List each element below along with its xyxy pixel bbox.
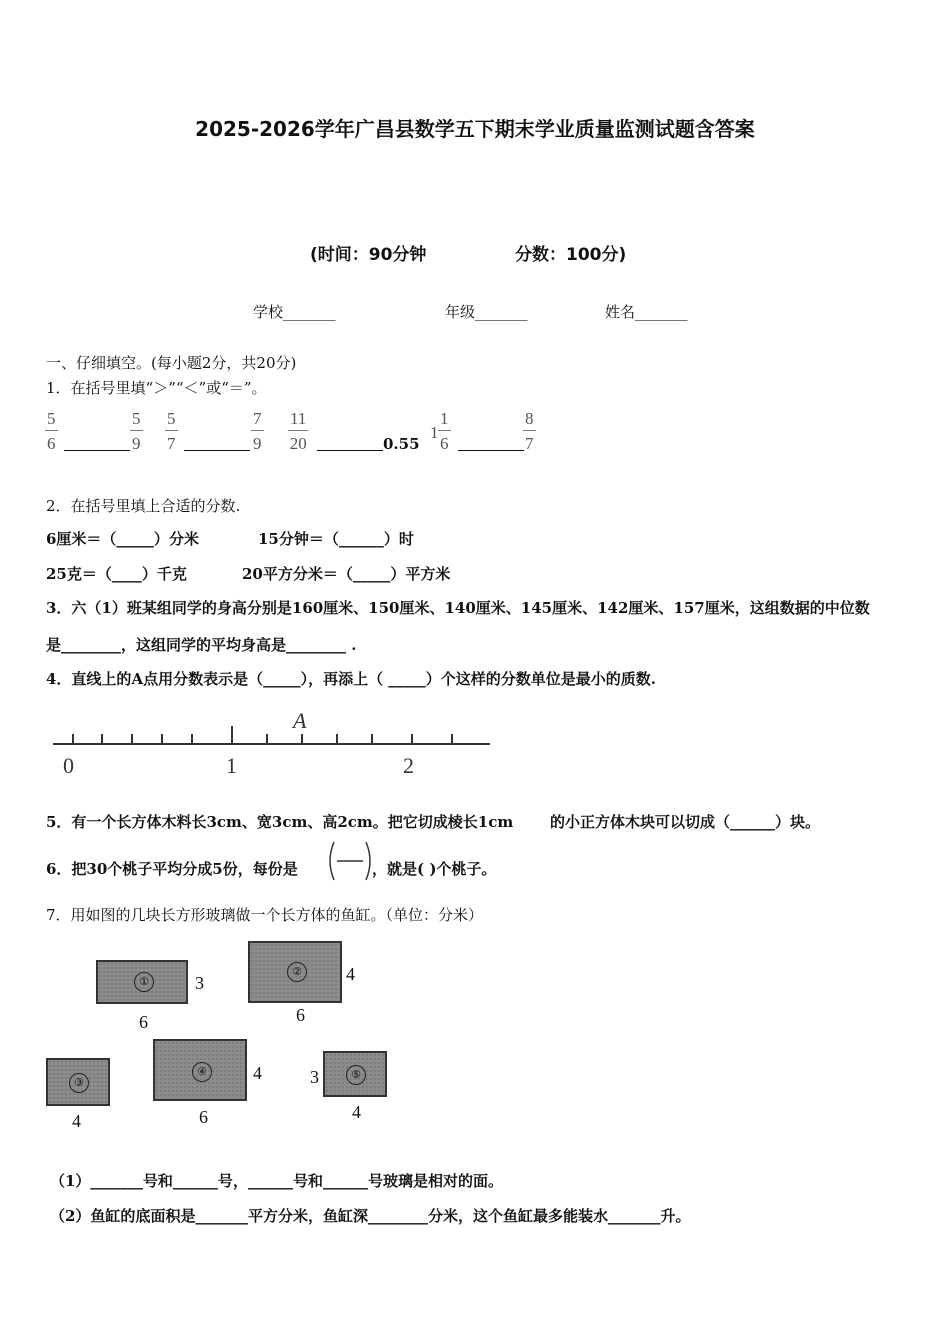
tick-label: 1 (226, 753, 237, 778)
question-7-part-1: （1）_______号和______号，______号和______号玻璃是相对的面。 (50, 1172, 503, 1190)
q2-item: 25克＝（____）千克 (46, 565, 187, 583)
panel-1-height: 3 (195, 973, 204, 993)
fraction: $\frac{11}{20}$ (289, 409, 307, 453)
question-5-cont: 的小正方体木块可以切成（______）块。 (550, 813, 821, 831)
panel-1-width: 6 (139, 1012, 148, 1032)
question-3: 3．六（1）班某组同学的身高分别是160厘米、150厘米、140厘米、145厘米、142厘米、157厘米，这组数据的中位数 (46, 599, 870, 617)
question-1: 1．在括号里填“＞”“＜”或“＝”。 (46, 379, 267, 397)
answer-blank[interactable] (317, 450, 383, 451)
decimal-value: 0.55 (383, 435, 420, 453)
fraction: $\frac{8}{7}$ (525, 409, 534, 453)
question-6-cont: ，就是( )个桃子。 (372, 860, 497, 878)
name-field[interactable]: 姓名_______ (605, 303, 688, 321)
fraction: $\frac{5}{6}$ (47, 409, 56, 453)
tick-label: 2 (403, 753, 414, 778)
point-a-label: A (293, 708, 307, 733)
fraction: $\frac{5}{7}$ (167, 409, 176, 453)
answer-blank[interactable] (184, 450, 250, 451)
fraction: $\frac{5}{9}$ (132, 409, 141, 453)
mixed-whole: 1 (430, 423, 439, 442)
panel-5-height: 3 (310, 1067, 319, 1087)
fraction: $\frac{1}{6}$ (440, 409, 449, 453)
panel-4-height: 4 (253, 1063, 262, 1083)
glass-panel-3: ③ (46, 1058, 110, 1106)
answer-blank[interactable] (458, 450, 524, 451)
question-7-part-2: （2）鱼缸的底面积是_______平方分米，鱼缸深________分米，这个鱼缸最多能装水_______升。 (50, 1207, 691, 1225)
grade-field[interactable]: 年级_______ (445, 303, 528, 321)
blank-fraction-icon[interactable] (326, 840, 374, 882)
exam-score: 分数：100分) (515, 245, 627, 265)
glass-panel-5: ⑤ (323, 1051, 387, 1097)
question-3-cont: 是________，这组同学的平均身高是________ . (46, 636, 357, 654)
panel-5-width: 4 (352, 1102, 361, 1122)
question-5: 5．有一个长方体木料长3cm、宽3cm、高2cm。把它切成棱长1cm (46, 813, 514, 831)
question-6: 6．把30个桃子平均分成5份，每份是 (46, 860, 298, 878)
question-7: 7．用如图的几块长方形玻璃做一个长方体的鱼缸。（单位：分米） (46, 906, 484, 924)
q2-item: 6厘米＝（_____）分米 (46, 530, 199, 548)
panel-2-height: 4 (346, 964, 355, 984)
glass-panel-4: ④ (153, 1039, 247, 1101)
glass-panel-1: ① (96, 960, 188, 1004)
question-2: 2．在括号里填上合适的分数. (46, 497, 241, 515)
question-4: 4．直线上的A点用分数表示是（_____），再添上（ _____）个这样的分数单位是最小的质数. (46, 670, 657, 688)
q2-item: 20平方分米＝（_____）平方米 (242, 565, 451, 583)
answer-blank[interactable] (64, 450, 130, 451)
school-field[interactable]: 学校_______ (253, 303, 336, 321)
panel-2-width: 6 (296, 1005, 305, 1025)
panel-3-width: 4 (72, 1111, 81, 1131)
number-line (45, 700, 495, 780)
q2-item: 15分钟＝（______）时 (258, 530, 414, 548)
glass-panel-2: ② (248, 941, 342, 1003)
page-title: 2025-2026学年广昌县数学五下期末学业质量监测试题含答案 (195, 117, 755, 141)
tick-label: 0 (63, 753, 74, 778)
exam-time: (时间：90分钟 (310, 245, 427, 265)
fraction: $\frac{7}{9}$ (253, 409, 262, 453)
panel-4-width: 6 (199, 1107, 208, 1127)
section-heading: 一、仔细填空。(每小题2分，共20分) (46, 354, 297, 372)
